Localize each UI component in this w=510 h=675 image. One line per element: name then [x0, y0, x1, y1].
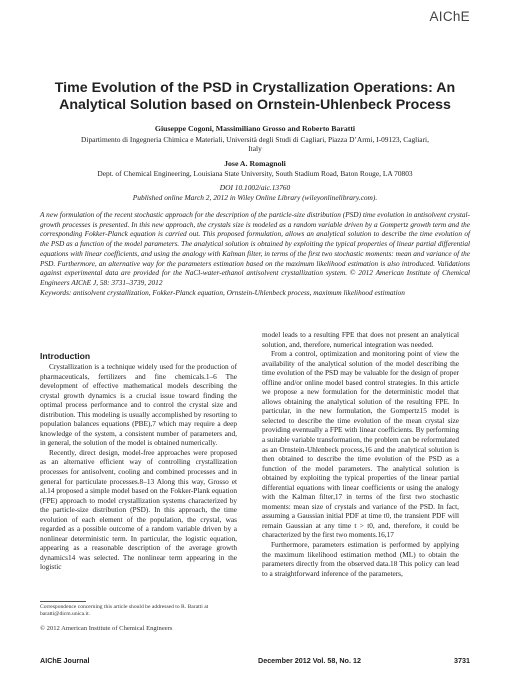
publisher-logo: AIChE [429, 9, 470, 24]
doi: DOI 10.1002/aic.13760 [219, 183, 291, 192]
footnote-divider [40, 601, 86, 602]
abstract [40, 210, 470, 297]
affiliation-2-line-1: Dept. of Chemical Engineering, Louisiana State University, South Stadium Road, Baton Rouge, LA 70803 [97, 169, 413, 179]
author-names-2: Jose A. Romagnoli [224, 158, 286, 168]
article-title [40, 80, 470, 114]
abstract-text: A new formulation of the recent stochastic approach for the description of the particle-size distribution (PSD) time evolution in antisolvent crystal-growth processes is presented. In this new approach, the crystals size is modeled as a random variable driven by a Gompertz growth term and the corresponding Fokker-Planck equation is carried out. This proposed formulation, allows an analytical solution to describe the time evolution of the PSD as a function of the model parameters. The analytical solution is obtained by exploiting the typical properties of linear partial differential equations with linear coefficients, and using the analogy with Kalman filter, in terms of the first two stochastic moments: mean and variance of the PSD. Furthermore, an alternative way for the parameters estimation based on the maximum likelihood estimation is also introduced. Validations against experimental data are provided for the NaCl-water-ethanol antisolvent crystallization system. © 2012 American Institute of Chemical Engineers AIChE J, 58: 3731–3739, 2012 [40, 210, 470, 287]
body-paragraph: From a control, optimization and monitoring point of view the availability of the analytical solution of the model describing the time evolution of the PSD may be valuable for the design of proper offline and/or online model based control strategies. In this article we propose a new formulation for the deterministic model that allows obtaining the analytical solution of the resulting FPE. In particular, in the new formulation, the Gompertz15 model is selected to describe the time evolution of the mean crystal size providing eventually a FPE with linear coefficients. By performing a suitable variable transformation, the problem can be reformulated as an Ornstein-Uhlenbeck process,16 and the analytical solution is then obtained to describe the time evolution of the PSD as a function of the model parameters. The analytical solution is obtained by exploiting the typical properties of the linear partial differential equations with linear coefficients or using the analogy with the Kalman filter,17 in terms of the first two stochastic moments: mean size of crystals and variance of the PSD. In fact, assuming a Gaussian initial PDF at time t0, the transient PDF will remain Gaussian at any time t > t0, and, therefore, it could be characterized by the first two moments.16,17 [262, 349, 459, 540]
published-online: Published online March 2, 2012 in Wiley Online Library (wileyonlinelibrary.com). [132, 192, 378, 202]
affiliation-1-line-1: Dipartimento di Ingegneria Chimica e Materiali, Università degli Studi di Cagliari, Piazza D’Armi, I-09123, Cagliari, [81, 134, 429, 144]
page-number: 3731 [454, 656, 470, 665]
footer-journal-name: AIChE Journal [40, 656, 90, 665]
publication-info [40, 183, 470, 202]
body-paragraph: Furthermore, parameters estimation is performed by applying the maximum likelihood estimation method (ML) to obtain the parameters directly from the observed data.18 This policy can lead to a straightforward inference of the parameters, [262, 540, 459, 578]
affiliation-1-line-2: Italy [248, 144, 262, 154]
body-column-left [40, 351, 237, 572]
footer-issue: December 2012 Vol. 58, No. 12 [258, 656, 361, 665]
author-block [40, 124, 470, 179]
correspondence-footnote: Correspondence concerning this article should be addressed to R. Baratti at baratti@dicm.unica.it. [40, 604, 209, 617]
keywords: Keywords: antisolvent crystallization, Fokker-Planck equation, Ornstein-Uhlenbeck process, maximum likelihood estimation [40, 287, 405, 297]
body-paragraph: model leads to a resulting FPE that does not present an analytical solution, and, therefore, numerical integration was needed. [262, 330, 459, 349]
section-heading-introduction: Introduction [40, 351, 91, 361]
title-line-2: Analytical Solution based on Ornstein-Uhlenbeck Process [59, 97, 451, 113]
body-column-right [262, 330, 459, 578]
title-line-1: Time Evolution of the PSD in Crystallization Operations: An [54, 80, 456, 96]
copyright-notice: © 2012 American Institute of Chemical Engineers [40, 625, 173, 632]
body-paragraph: Crystallization is a technique widely used for the production of pharmaceuticals, fertilizers and fine chemicals.1–6 The development of effective mathematical models describing the crystal growth dynamics is a crucial issue toward finding the optimal process performance and to control the crystal size and distribution. This modeling is usually accomplished by resorting to population balances equations (PBE),7 which may require a deep knowledge of the system, a consistent number of parameters and, in general, the solution of the model is obtained numerically. [40, 362, 237, 448]
body-paragraph: Recently, direct design, model-free approaches were proposed as an alternative efficient way of controlling crystallization processes for antisolvent, cooling and combined processes and in general for particulate processes.8–13 Along this way, Grosso et al.14 proposed a simple model based on the Fokker-Plank equation (FPE) approach to model crystallization systems characterized by the particle-size distribution (PSD). In this approach, the time evolution of each element of the population, the crystal, was regarded as a possible outcome of a random variable driven by a nonlinear deterministic term. In particular, the logistic equation, appearing as a reasonable description of the average growth dynamics14 was selected. The nonlinear term appearing in the logistic [40, 447, 237, 572]
author-names-1: Giuseppe Cogoni, Massimiliano Grosso and Roberto Baratti [154, 124, 356, 133]
